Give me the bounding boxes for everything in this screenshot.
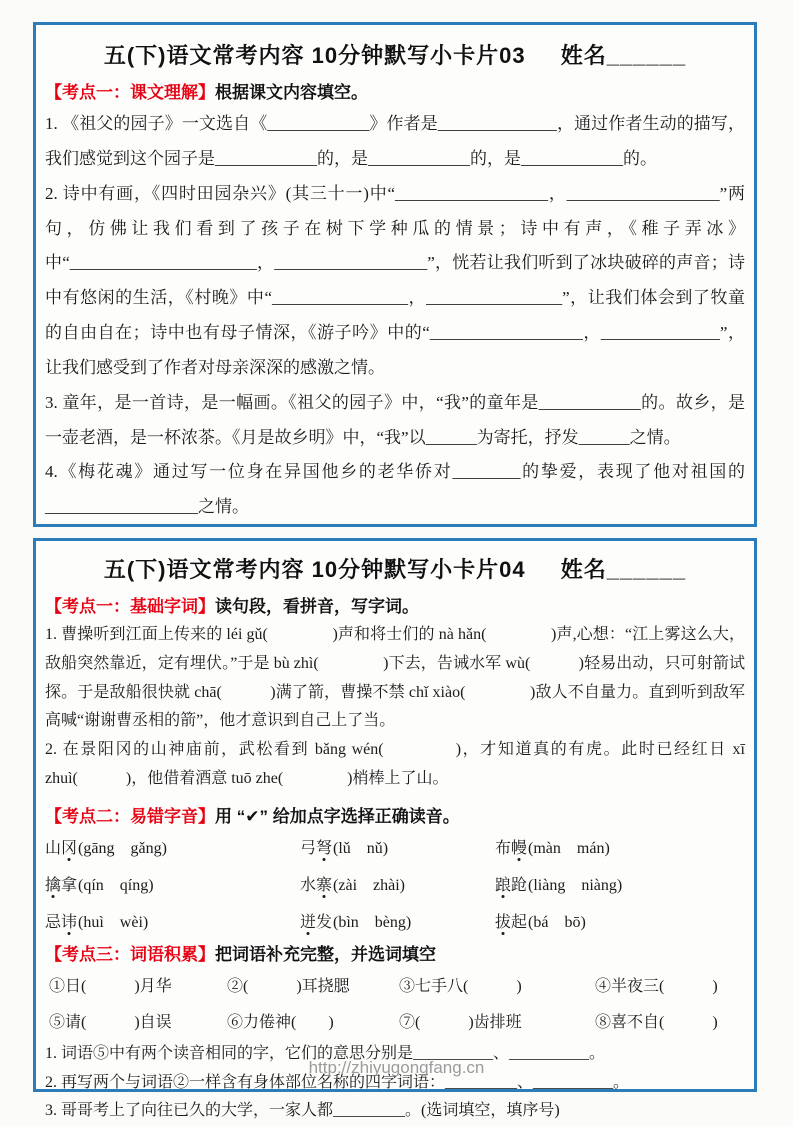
card-04-section-3-header (45, 940, 745, 965)
card-04-s3-question-1: 1. 词语⑤中有两个读音相同的字，它们的意思分别是__________、__________。 (45, 1044, 606, 1062)
word-item-7: ⑦( )齿排班 (399, 1013, 522, 1031)
word-part: 山 (45, 839, 62, 857)
section-tag: 【考点二：易错字音】 (45, 806, 215, 826)
card-04-title-text: 五(下)语文常考内容 10分钟默写小卡片04 (103, 557, 526, 582)
dotted-char: 幔 (511, 839, 528, 857)
pron-item-baqi (495, 909, 745, 932)
pinyin-options: (huì wèi) (78, 913, 149, 931)
pronunciation-grid (45, 835, 745, 932)
pron-item-liangqiang (495, 872, 745, 895)
word-item-6: ⑥力倦神( ) (227, 1013, 334, 1031)
card-04-question-2: 2. 在景阳冈的山神庙前，武松看到 bǎng wén( )，才知道真的有虎。此时已经红日 xī zhuì( )，他借着酒意 tuō zhe( )梢棒上了山。 (45, 741, 745, 787)
section-tag: 【考点一：基础字词】 (45, 597, 215, 616)
card-03-name-blank: 姓名______ (560, 43, 687, 68)
card-04-question-1: 1. 曹操听到江面上传来的 léi gǔ( )声和将士们的 nà hǎn( )声,心想：“江上雾这么大，敌船突然靠近，定有埋伏。”于是 bù zhì( )下去，告诫水军 wù( )轻易出动，只可射箭试探。于是敌船很快就 chā( )满了箭，曹操不禁 chǐ xiào( )敌人不自量力。直到听到敌军高喊“谢谢曹丞相的箭”，他才意识到自己上了当。 (45, 626, 745, 730)
card-03-question-4: 4.《梅花魂》通过写一位身在异国他乡的老华侨对________的挚爱，表现了他对祖国的__________________之情。 (45, 462, 745, 517)
section-tag: 【考点一：课文理解】 (45, 83, 215, 102)
worksheet-card-04 (33, 538, 757, 1120)
pinyin-options: (bá bō) (528, 913, 586, 931)
pinyin-options: (zài zhài) (333, 876, 405, 894)
card-04-s3-question-2: 2. 再写两个与词语②一样含有身体部位名称的四字词语：_________、__________。 (45, 1073, 630, 1091)
pinyin-options: (gāng gǎng) (78, 839, 167, 857)
section-instruction: 用 “✔” 给加点字选择正确读音。 (215, 806, 460, 826)
pinyin-options: (qín qíng) (78, 876, 154, 894)
word-item-8: ⑧喜不自( ) (595, 1013, 718, 1031)
section-tag: 【考点三：词语积累】 (45, 944, 215, 964)
word-part: 水 (300, 876, 317, 894)
pron-item-shangang (45, 835, 300, 858)
dotted-char: 寨 (316, 876, 333, 894)
dotted-char: 擒 (45, 876, 62, 894)
word-item-3: ③七手八( ) (399, 977, 522, 995)
card-04-title (45, 553, 745, 584)
pron-item-jihui (45, 909, 300, 932)
card-04-section-1-header (45, 592, 745, 617)
card-03-title-text: 五(下)语文常考内容 10分钟默写小卡片03 (103, 43, 526, 68)
word-item-5: ⑤请( )自误 (49, 1013, 172, 1031)
word-part: 跄 (511, 876, 528, 894)
pron-item-buman (495, 835, 745, 858)
card-03-section-1-header (45, 78, 745, 103)
worksheet-card-03 (33, 22, 757, 527)
word-item-2: ②( )耳挠腮 (227, 977, 350, 995)
dotted-char: 踉 (495, 876, 512, 894)
pron-item-qinna (45, 872, 300, 895)
pron-item-shuizhai (300, 872, 495, 895)
card-03-question-3: 3. 童年，是一首诗，是一幅画。《祖父的园子》中，“我”的童年是____________的。故乡，是一壶老酒，是一杯浓茶。《月是故乡明》中，“我”以______为寄托，抒发______之情。 (45, 392, 745, 447)
dotted-char: 迸 (300, 913, 317, 931)
pinyin-options: (lǔ nǔ) (333, 839, 389, 857)
word-item-1: ①日( )月华 (49, 977, 172, 995)
pinyin-options: (bìn bèng) (333, 913, 412, 931)
word-part: 忌 (45, 913, 62, 931)
section-instruction: 把词语补充完整，并选词填空 (215, 944, 436, 964)
word-item-4: ④半夜三( ) (595, 977, 718, 995)
card-04-section-2-header (45, 802, 745, 827)
watermark: http://zhiyugongfang.cn (308, 1058, 485, 1077)
dotted-char: 讳 (61, 913, 78, 931)
card-04-name-blank: 姓名______ (560, 557, 687, 582)
word-part: 弓 (300, 839, 317, 857)
word-part: 起 (511, 913, 528, 931)
dotted-char: 弩 (316, 839, 333, 857)
card-04-section-3-questions (45, 1040, 745, 1126)
word-part: 发 (316, 913, 333, 931)
section-instruction: 根据课文内容填空。 (215, 83, 368, 102)
word-completion-grid (49, 973, 745, 1032)
pinyin-options: (liàng niàng) (528, 876, 623, 894)
card-03-question-2: 2. 诗中有画，《四时田园杂兴》(其三十一)中“__________________，__________________”两句，仿佛让我们看到了孩子在树下学种瓜的情景；诗中有声，《稚子弄冰》中“______________________，__________________”，恍若让我们听到了冰块破碎的声音；诗中有悠闲的生活，《村晚》中“________________，________________”，让我们体会到了牧童的自由自在；诗中也有母子情深，《游子吟》中的“__________________，______________”，让我们感受到了作者对母亲深深的感激之情。 (45, 183, 745, 377)
card-03-title (45, 39, 745, 70)
card-03-question-1: 1. 《祖父的园子》一文选自《____________》作者是______________，通过作者生动的描写，我们感觉到这个园子是____________的，是____________的，是____________的。 (45, 114, 745, 168)
dotted-char: 冈 (61, 839, 78, 857)
word-part: 拿 (61, 876, 78, 894)
section-instruction: 读句段，看拼音，写字词。 (215, 597, 419, 616)
pron-item-bengfa (300, 909, 495, 932)
pron-item-gongnu (300, 835, 495, 858)
pinyin-options: (màn mán) (528, 839, 610, 857)
dotted-char: 拔 (495, 913, 512, 931)
word-part: 布 (495, 839, 512, 857)
card-04-s3-question-3: 3. 哥哥考上了向往已久的大学，一家人都_________。(选词填空，填序号) (45, 1102, 560, 1120)
